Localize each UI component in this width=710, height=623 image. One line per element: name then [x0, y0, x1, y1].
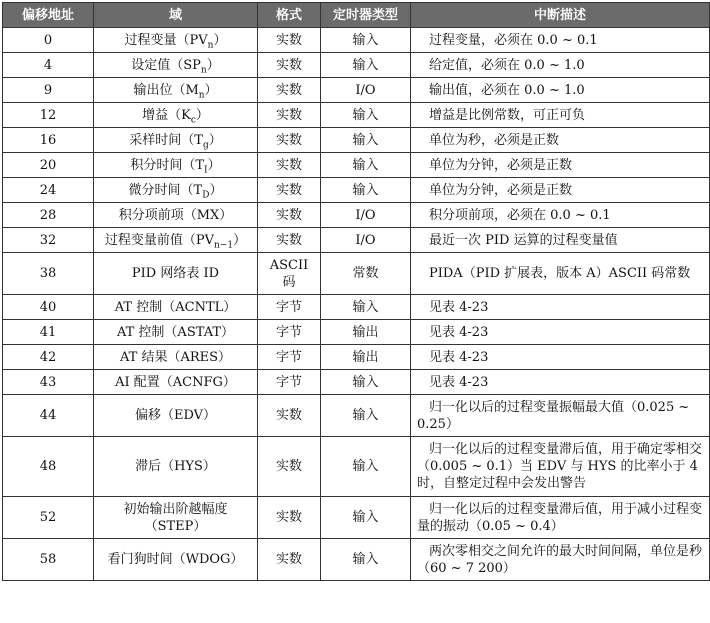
type-value: 输出	[352, 324, 379, 340]
field-name: 采样时间（T	[129, 132, 203, 148]
field-name: 输出位（M	[133, 82, 199, 98]
offset-value: 40	[39, 299, 57, 315]
table-row	[3, 345, 710, 370]
cell-format	[258, 497, 321, 539]
table-row	[3, 253, 710, 295]
description-text: 给定值，必须在 0.0 ~ 1.0	[429, 57, 585, 73]
type-value: 输入	[352, 132, 379, 148]
field-name: 设定值（SP	[131, 57, 201, 73]
cell-format	[258, 53, 321, 78]
cell-type	[321, 153, 411, 178]
field-name-end: ）	[209, 182, 223, 198]
type-value: 输入	[352, 57, 379, 73]
format-value: 实数	[275, 107, 302, 123]
field-subscript: g	[202, 140, 209, 151]
cell-offset	[3, 497, 94, 539]
cell-type	[321, 295, 411, 320]
offset-value: 4	[43, 57, 53, 73]
cell-description	[411, 295, 710, 320]
cell-field	[94, 295, 258, 320]
cell-format	[258, 78, 321, 103]
table-row	[3, 153, 710, 178]
cell-description	[411, 78, 710, 103]
header-offset: 偏移地址	[3, 3, 94, 28]
description-text: 两次零相交之间允许的最大时间间隔，单位是秒（60 ~ 7 200）	[417, 543, 703, 576]
cell-field	[94, 203, 258, 228]
cell-field	[94, 253, 258, 295]
format-value: 实数	[275, 32, 302, 48]
field-subscript: n	[200, 65, 207, 76]
cell-offset	[3, 253, 94, 295]
cell-field	[94, 128, 258, 153]
cell-format	[258, 203, 321, 228]
table-row	[3, 78, 710, 103]
field-name-end: ）	[207, 157, 221, 173]
cell-offset	[3, 370, 94, 395]
offset-value: 58	[39, 552, 57, 567]
type-value: 输入	[352, 299, 379, 315]
field-name: 偏移（EDV）	[134, 408, 217, 423]
type-value: 输入	[352, 408, 379, 423]
cell-field	[94, 78, 258, 103]
offset-value: 16	[39, 132, 57, 148]
type-value: I/O	[355, 232, 376, 248]
field-name: 过程变量前值（PV	[104, 232, 215, 248]
cell-type	[321, 178, 411, 203]
format-value: 实数	[275, 510, 302, 525]
field-name: 微分时间（T	[128, 182, 203, 198]
description-text: 单位为秒，必须是正数	[429, 132, 560, 148]
description-text: 积分项前项，必须在 0.0 ~ 0.1	[429, 207, 611, 223]
description-text: 归一化以后的过程变量振幅最大值（0.025 ~ 0.25）	[417, 399, 690, 432]
description-text: 最近一次 PID 运算的过程变量值	[429, 232, 618, 248]
cell-format	[258, 437, 321, 497]
field-name-end: ）	[213, 32, 227, 48]
format-value: 字节	[275, 374, 302, 390]
cell-description	[411, 128, 710, 153]
cell-type	[321, 370, 411, 395]
field-name: 初始输出阶越幅度（STEP）	[123, 501, 228, 534]
cell-field	[94, 345, 258, 370]
cell-field	[94, 53, 258, 78]
cell-description	[411, 228, 710, 253]
offset-value: 42	[39, 349, 57, 365]
cell-description	[411, 497, 710, 539]
type-value: 输入	[352, 32, 379, 48]
offset-value: 24	[39, 182, 57, 198]
field-name: 积分项前项（MX）	[118, 207, 233, 223]
field-name: 滞后（HYS）	[135, 459, 216, 474]
field-name: PID 网络表 ID	[131, 266, 220, 281]
cell-format	[258, 295, 321, 320]
table-row	[3, 128, 710, 153]
field-name: 增益（K	[142, 107, 191, 123]
cell-type	[321, 395, 411, 437]
cell-offset	[3, 295, 94, 320]
cell-type	[321, 28, 411, 53]
field-name: AT 控制（ACNTL）	[114, 299, 237, 315]
field-name: 过程变量（PV	[124, 32, 208, 48]
cell-field	[94, 539, 258, 581]
format-value: 实数	[275, 459, 302, 474]
cell-format	[258, 28, 321, 53]
cell-format	[258, 539, 321, 581]
format-value: 实数	[275, 57, 302, 73]
offset-value: 44	[39, 408, 57, 423]
format-value: 实数	[275, 232, 302, 248]
field-subscript: D	[202, 190, 210, 201]
type-value: 常数	[352, 266, 379, 281]
description-text: 增益是比例常数，可正可负	[429, 107, 586, 123]
cell-type	[321, 320, 411, 345]
table-row	[3, 203, 710, 228]
cell-format	[258, 128, 321, 153]
offset-value: 12	[39, 107, 57, 123]
field-name: AT 控制（ASTAT）	[116, 324, 235, 340]
cell-field	[94, 395, 258, 437]
cell-field	[94, 228, 258, 253]
description-text: 输出值，必须在 0.0 ~ 1.0	[429, 82, 585, 98]
type-value: 输入	[352, 552, 379, 567]
format-value: 实数	[275, 408, 302, 423]
cell-offset	[3, 78, 94, 103]
cell-offset	[3, 153, 94, 178]
field-name: AI 配置（ACNFG）	[115, 374, 236, 390]
cell-offset	[3, 539, 94, 581]
format-value: 字节	[275, 324, 302, 340]
type-value: 输入	[352, 157, 379, 173]
cell-offset	[3, 53, 94, 78]
cell-description	[411, 437, 710, 497]
cell-description	[411, 345, 710, 370]
cell-type	[321, 437, 411, 497]
field-name: AT 结果（ARES）	[119, 349, 232, 365]
cell-format	[258, 103, 321, 128]
cell-description	[411, 320, 710, 345]
cell-type	[321, 497, 411, 539]
cell-field	[94, 178, 258, 203]
cell-offset	[3, 320, 94, 345]
header-description: 中断描述	[411, 3, 710, 28]
type-value: 输入	[352, 182, 379, 198]
description-text: 归一化以后的过程变量滞后值，用于减小过程变量的振动（0.05 ~ 0.4）	[417, 501, 703, 534]
format-value: 字节	[275, 349, 302, 365]
offset-value: 20	[39, 157, 57, 173]
offset-value: 32	[39, 232, 57, 248]
cell-field	[94, 103, 258, 128]
cell-type	[321, 345, 411, 370]
cell-type	[321, 539, 411, 581]
type-value: 输入	[352, 107, 379, 123]
cell-description	[411, 178, 710, 203]
table-body	[3, 28, 710, 581]
field-name-end: ）	[206, 57, 220, 73]
cell-format	[258, 370, 321, 395]
cell-offset	[3, 103, 94, 128]
type-value: I/O	[355, 82, 376, 98]
cell-offset	[3, 345, 94, 370]
field-subscript: n	[198, 90, 205, 101]
table-row	[3, 53, 710, 78]
cell-field	[94, 370, 258, 395]
field-subscript: n	[207, 40, 214, 51]
cell-description	[411, 395, 710, 437]
cell-field	[94, 28, 258, 53]
header-field: 域	[94, 3, 258, 28]
cell-description	[411, 28, 710, 53]
cell-format	[258, 153, 321, 178]
pid-loop-table	[2, 2, 710, 581]
description-text: PIDA（PID 扩展表，版本 A）ASCII 码常数	[429, 266, 691, 281]
cell-type	[321, 228, 411, 253]
field-name-end: ）	[195, 107, 209, 123]
field-name-end: ）	[204, 82, 218, 98]
cell-description	[411, 253, 710, 295]
offset-value: 52	[39, 510, 57, 525]
format-value: ASCII 码	[269, 257, 309, 290]
cell-offset	[3, 437, 94, 497]
field-subscript: I	[204, 165, 208, 176]
cell-description	[411, 53, 710, 78]
table-header-row	[3, 3, 710, 28]
cell-field	[94, 497, 258, 539]
table-row	[3, 497, 710, 539]
field-name-end: ）	[233, 232, 247, 248]
type-value: 输入	[352, 374, 379, 390]
cell-format	[258, 178, 321, 203]
cell-field	[94, 153, 258, 178]
cell-type	[321, 203, 411, 228]
table-row	[3, 320, 710, 345]
description-text: 见表 4-23	[429, 374, 489, 390]
format-value: 实数	[275, 132, 302, 148]
header-format: 格式	[258, 3, 321, 28]
type-value: 输入	[352, 459, 379, 474]
format-value: 实数	[275, 182, 302, 198]
cell-offset	[3, 128, 94, 153]
cell-format	[258, 228, 321, 253]
offset-value: 48	[39, 459, 57, 474]
cell-offset	[3, 178, 94, 203]
description-text: 单位为分钟，必须是正数	[429, 157, 573, 173]
cell-type	[321, 103, 411, 128]
cell-description	[411, 539, 710, 581]
field-subscript: n−1	[214, 240, 234, 251]
table-row	[3, 395, 710, 437]
format-value: 实数	[275, 207, 302, 223]
field-name-end: ）	[208, 132, 222, 148]
cell-type	[321, 128, 411, 153]
format-value: 实数	[275, 157, 302, 173]
offset-value: 0	[43, 32, 53, 48]
cell-field	[94, 437, 258, 497]
cell-type	[321, 53, 411, 78]
cell-description	[411, 103, 710, 128]
format-value: 字节	[275, 299, 302, 315]
table-row	[3, 437, 710, 497]
type-value: 输出	[352, 349, 379, 365]
cell-format	[258, 345, 321, 370]
cell-description	[411, 153, 710, 178]
offset-value: 43	[39, 374, 57, 390]
offset-value: 41	[39, 324, 57, 340]
cell-format	[258, 395, 321, 437]
offset-value: 38	[39, 266, 57, 281]
cell-description	[411, 203, 710, 228]
table-row	[3, 370, 710, 395]
cell-format	[258, 320, 321, 345]
field-name: 积分时间（T	[130, 157, 205, 173]
table-row	[3, 178, 710, 203]
format-value: 实数	[275, 82, 302, 98]
cell-offset	[3, 203, 94, 228]
description-text: 见表 4-23	[429, 324, 489, 340]
cell-offset	[3, 395, 94, 437]
type-value: I/O	[355, 207, 376, 223]
cell-format	[258, 253, 321, 295]
cell-type	[321, 78, 411, 103]
cell-type	[321, 253, 411, 295]
description-text: 见表 4-23	[429, 299, 489, 315]
table-row	[3, 103, 710, 128]
cell-field	[94, 320, 258, 345]
offset-value: 28	[39, 207, 57, 223]
description-text: 过程变量，必须在 0.0 ~ 0.1	[429, 32, 598, 48]
field-name: 看门狗时间（WDOG）	[107, 552, 244, 567]
table-row	[3, 539, 710, 581]
cell-description	[411, 370, 710, 395]
offset-value: 9	[43, 82, 53, 98]
description-text: 见表 4-23	[429, 349, 489, 365]
description-text: 单位为分钟，必须是正数	[429, 182, 573, 198]
table-row	[3, 295, 710, 320]
description-text: 归一化以后的过程变量滞后值，用于确定零相交（0.005 ~ 0.1）当 EDV 与 HYS 的比率小于 4 时，自整定过程中会发出警告	[417, 442, 703, 491]
cell-offset	[3, 228, 94, 253]
table-row	[3, 28, 710, 53]
field-subscript: c	[190, 115, 196, 126]
format-value: 实数	[275, 552, 302, 567]
table-row	[3, 228, 710, 253]
header-type: 定时器类型	[321, 3, 411, 28]
cell-offset	[3, 28, 94, 53]
type-value: 输入	[352, 510, 379, 525]
